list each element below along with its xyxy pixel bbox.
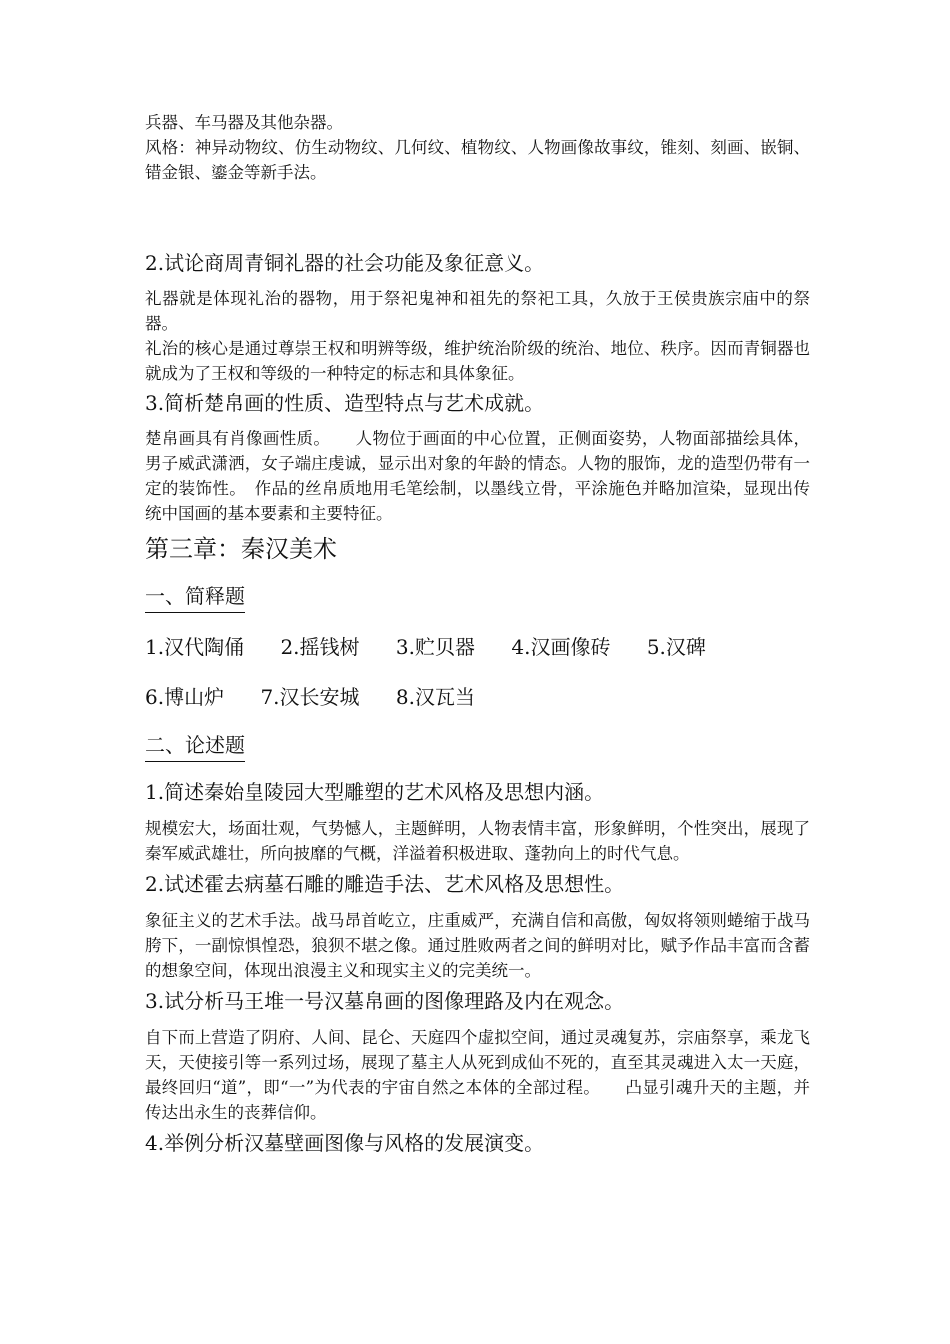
- term-item: 3.贮贝器: [395, 635, 475, 659]
- term-item: 4.汉画像砖: [511, 635, 611, 659]
- question-heading: 4.举例分析汉墓壁画图像与风格的发展演变。: [145, 1131, 545, 1155]
- term-item: 8.汉瓦当: [395, 685, 475, 709]
- term-item: 7.汉长安城: [260, 685, 360, 709]
- question-heading: 2.试论商周青铜礼器的社会功能及象征意义。: [145, 251, 545, 275]
- section-heading: 一、简释题: [145, 582, 245, 613]
- section-heading-wrapper: [145, 582, 810, 613]
- section-heading: 二、论述题: [145, 731, 245, 762]
- answer-paragraph: 规模宏大，场面壮观，气势憾人，主题鲜明，人物表情丰富，形象鲜明，个性突出，展现了秦军威武雄壮，所向披靡的气概，洋溢着积极进取、蓬勃向上的时代气息。: [145, 819, 810, 863]
- style-paragraph: 风格：神异动物纹、仿生动物纹、几何纹、植物纹、人物画像故事纹，锥刻、刻画、嵌铜、错金银、鎏金等新手法。: [145, 138, 810, 182]
- term-item: 2.摇钱树: [280, 635, 360, 659]
- answer-paragraph: 自下而上营造了阴府、人间、昆仑、天庭四个虚拟空间，通过灵魂复苏，宗庙祭享，乘龙飞天，天使接引等一系列过场，展现了墓主人从死到成仙不死的，直至其灵魂进入太一天庭，最终回归“道”，即“一”为代表的宇宙自然之本体的全部过程。 凸显引魂升天的主题，并传达出永生的丧葬信仰。: [145, 1028, 810, 1122]
- answer-paragraph: 礼治的核心是通过尊崇王权和明辨等级，维护统治阶级的统治、地位、秩序。因而青铜器也就成为了王权和等级的一种特定的标志和具体象征。: [145, 339, 810, 383]
- answer-paragraph: 礼器就是体现礼治的器物，用于祭祀鬼神和祖先的祭祀工具，久放于王侯贵族宗庙中的祭器。: [145, 289, 810, 333]
- answer-paragraph: 象征主义的艺术手法。战马昂首屹立，庄重威严，充满自信和高傲，匈奴将领则蜷缩于战马胯下，一副惊惧惶恐，狼狈不堪之像。通过胜败两者之间的鲜明对比，赋予作品丰富而含蓄的想象空间，体现出浪漫主义和现实主义的完美统一。: [145, 911, 810, 980]
- intro-line: 兵器、车马器及其他杂器。: [145, 113, 343, 132]
- document-page: [145, 110, 810, 1157]
- question-heading: 3.简析楚帛画的性质、造型特点与艺术成就。: [145, 391, 545, 415]
- question-heading: 3.试分析马王堆一号汉墓帛画的图像理路及内在观念。: [145, 989, 625, 1013]
- question-heading: 2.试述霍去病墓石雕的雕造手法、艺术风格及思想性。: [145, 872, 625, 896]
- question-heading: 1.简述秦始皇陵园大型雕塑的艺术风格及思想内涵。: [145, 780, 605, 804]
- term-item: 5.汉碑: [646, 635, 706, 659]
- term-item: 6.博山炉: [145, 685, 225, 709]
- term-list-row: [145, 683, 810, 711]
- term-item: 1.汉代陶俑: [145, 635, 245, 659]
- chapter-title: 第三章：秦汉美术: [145, 535, 337, 563]
- section-heading-wrapper: [145, 731, 810, 762]
- answer-paragraph: 楚帛画具有肖像画性质。 人物位于画面的中心位置，正侧面姿势，人物面部描绘具体，男子威武潇洒，女子端庄虔诚，显示出对象的年龄的情态。人物的服饰，龙的造型仍带有一定的装饰性。 作品的丝帛质地用毛笔绘制，以墨线立骨，平涂施色并略加渲染，显现出传统中国画的基本要素和主要特征。: [145, 429, 810, 523]
- term-list-row: [145, 633, 810, 661]
